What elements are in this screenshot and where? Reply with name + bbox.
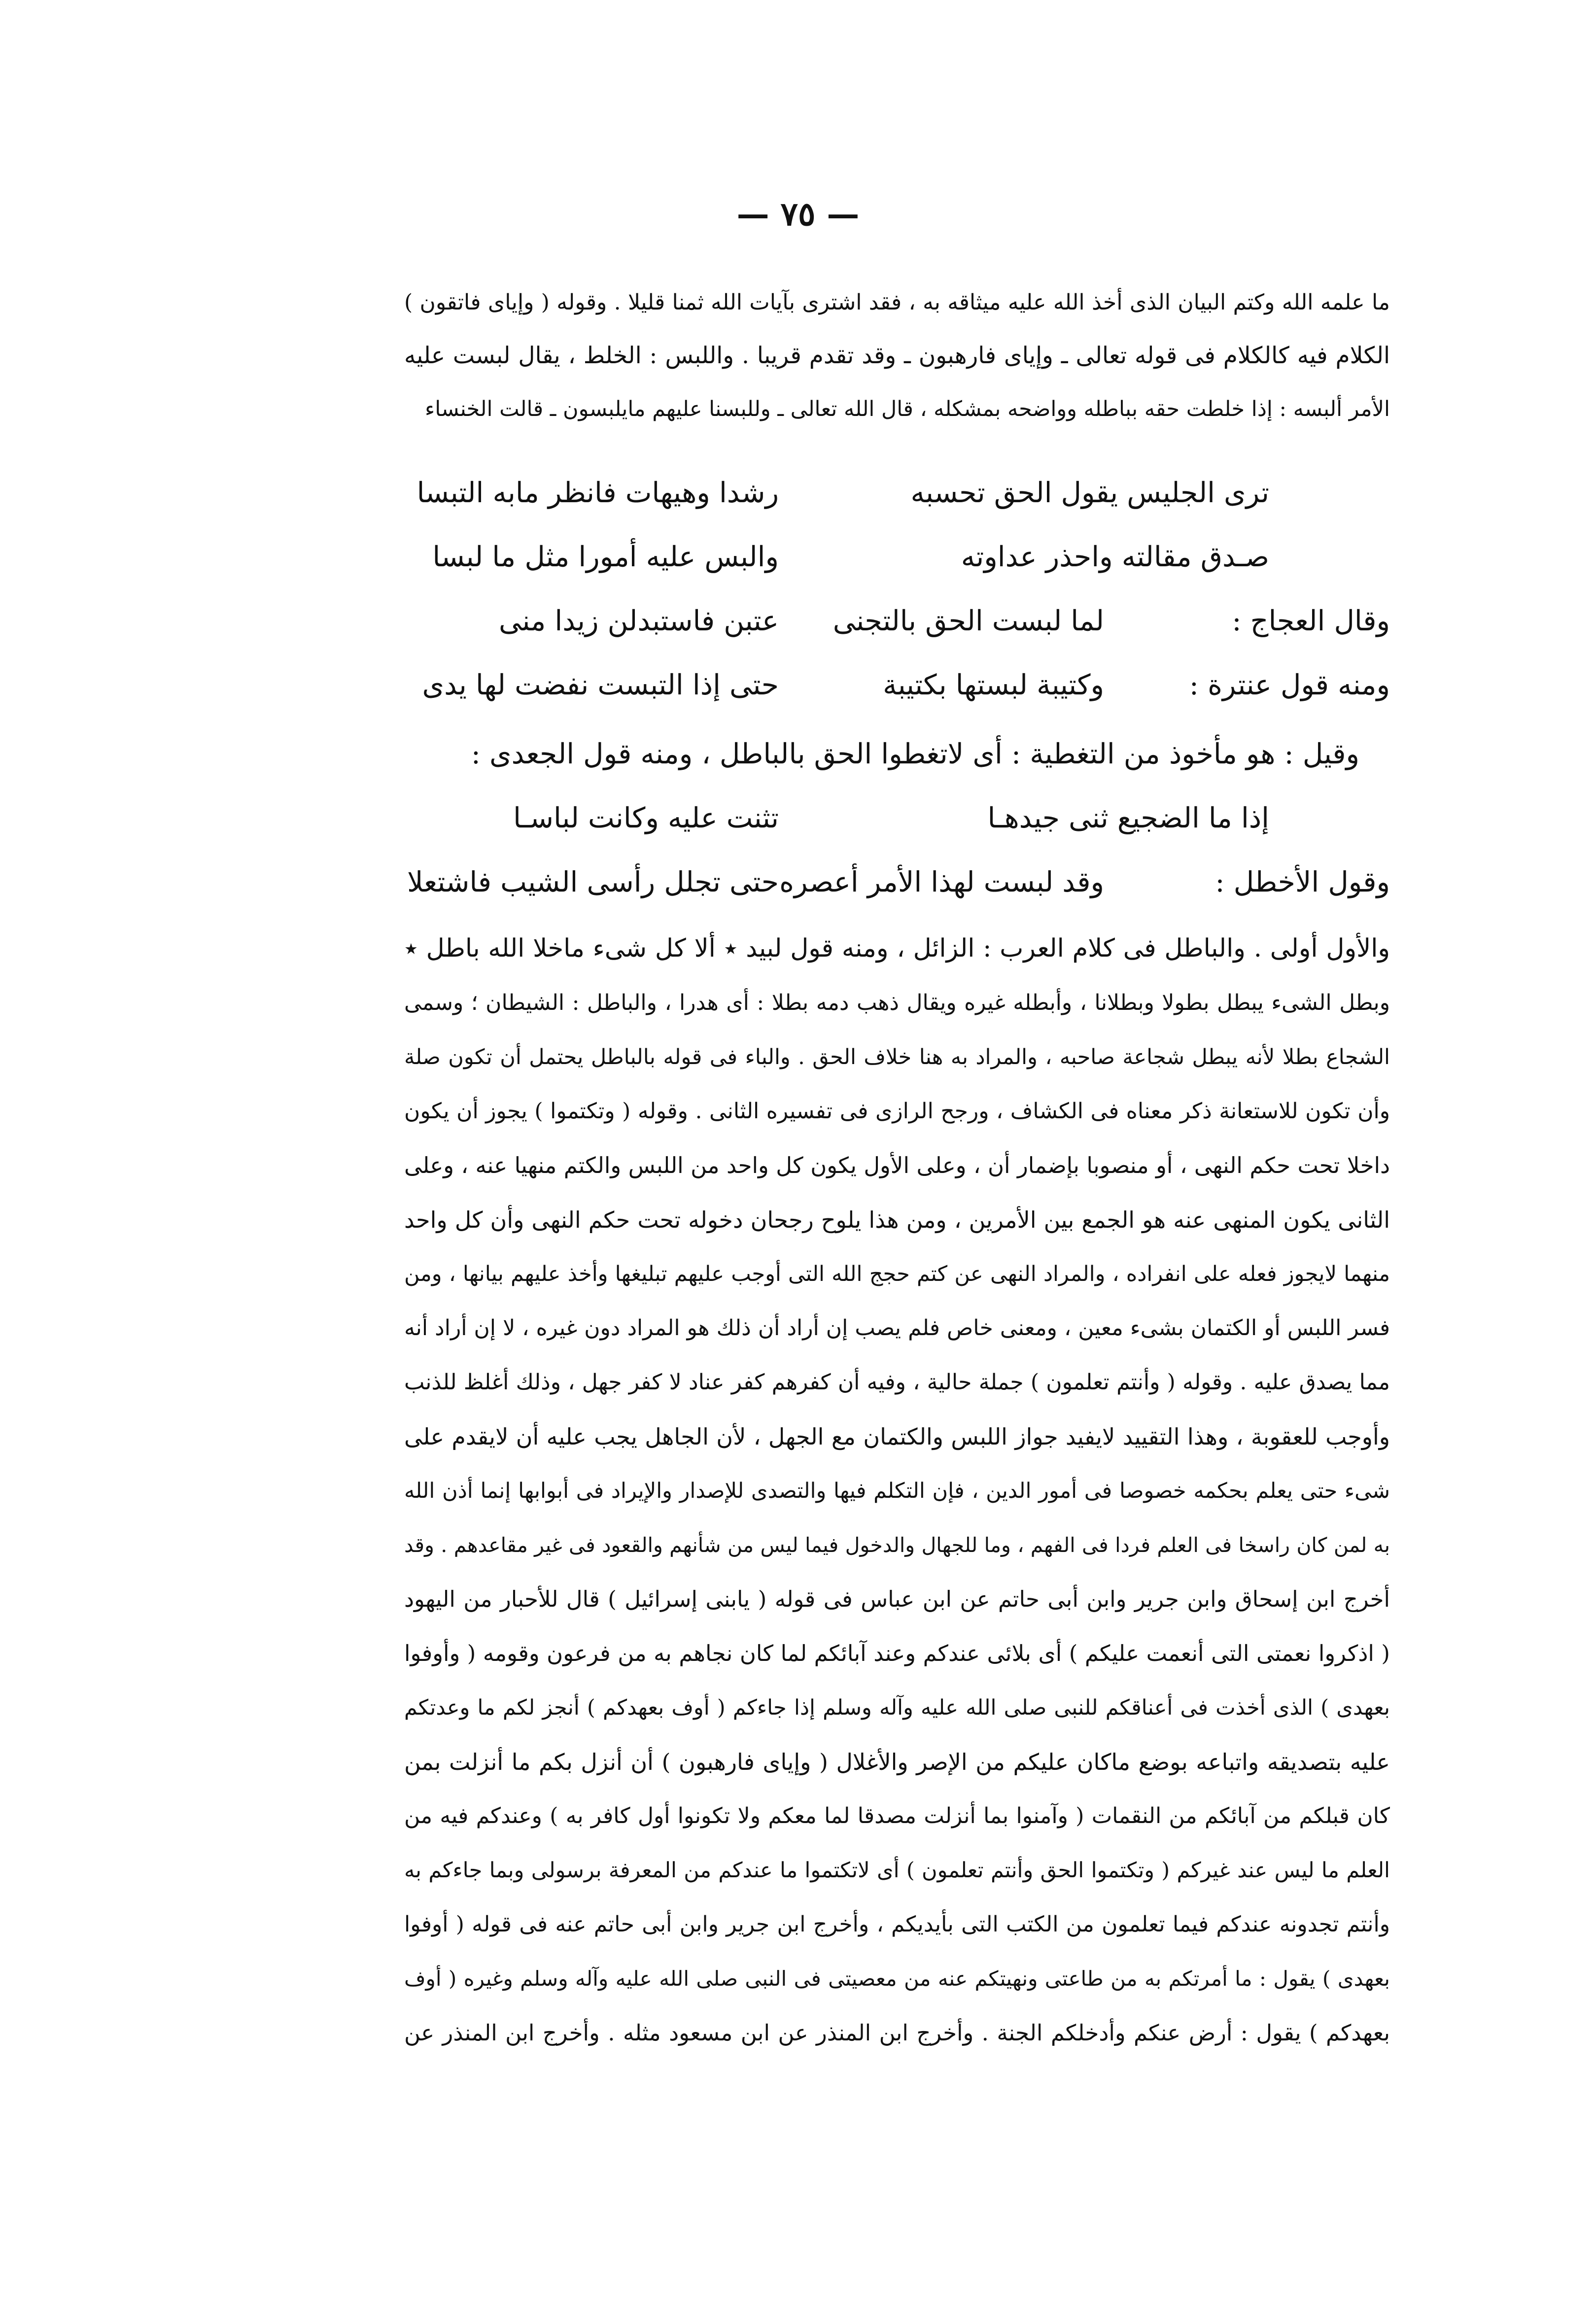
text-line: كان قبلكم من آبائكم من النقمات ( وآمنوا بما أنزلت مصدقا لما معكم ولا تكونوا أول كافر به ) وعندكم فيه من — [404, 1803, 1390, 1828]
verse-hemistich-first: صـدق مقالته واحذر عداوته — [961, 541, 1269, 573]
text-line: بعهدكم ) يقول : أرض عنكم وأدخلكم الجنة . وأخرج ابن المنذر عن ابن مسعود مثله . وأخرج ابن المنذر عن — [404, 2020, 1390, 2046]
verse-line — [404, 786, 1390, 850]
text-line: وبطل الشىء يبطل بطولا وبطلانا ، وأبطله غيره ويقال ذهب دمه بطلا : أى هدرا ، والباطل : الشيطان ؛ وسمى — [404, 990, 1390, 1015]
verse-hemistich-second: عتبن فاستبدلن زيدا منى — [499, 605, 779, 637]
text-line: وأوجب للعقوبة ، وهذا التقييد لايفيد جواز اللبس والكتمان مع الجهل ، لأن الجاهل يجب عليه أن لايقدم على — [404, 1423, 1390, 1450]
verse-line — [404, 653, 1390, 717]
paragraph-line — [374, 722, 1359, 786]
verse-line — [404, 461, 1390, 525]
text-line: الكلام فيه كالكلام فى قوله تعالى ـ وإياى فارهبون ـ وقد تقدم قريبا . واللبس : الخلط ، يقال لبست عليه — [404, 342, 1390, 369]
text-line: وأنتم تجدونه عندكم فيما تعلمون من الكتب التى بأيديكم ، وأخرج ابن جرير وابن أبى حاتم عنه فى قوله ( أوفوا — [404, 1912, 1390, 1937]
text-line: داخلا تحت حكم النهى ، أو منصوبا بإضمار أن ، وعلى الأول يكون كل واحد من اللبس والكتم منهيا عنه ، وعلى — [404, 1152, 1390, 1178]
verse-attribution: ومنه قول عنترة : — [1189, 669, 1390, 701]
verse-hemistich-second: رشدا وهيهات فانظر مابه التبسا — [416, 477, 779, 509]
page-number: — ٧٥ — — [736, 195, 860, 233]
text-line: الأمر ألبسه : إذا خلطت حقه بباطله وواضحه بمشكله ، قال الله تعالى ـ وللبسنا عليهم مايلبسون ـ قالت الخنساء — [425, 397, 1390, 421]
verse-attribution: وقول الأخطل : — [1215, 866, 1390, 898]
verse-hemistich-first: وقد لبست لهذا الأمر أعصره — [779, 866, 1104, 898]
text-line: منهما لايجوز فعله على انفراده ، والمراد النهى عن كتم حجج الله التى أوجب عليهم تبليغها وأخذ عليهم بيانها ، ومن — [404, 1262, 1390, 1286]
text-line: الشجاع بطلا لأنه يبطل شجاعة صاحبه ، والمراد به هنا خلاف الحق . والباء فى قوله بالباطل يحتمل أن تكون صلة — [404, 1045, 1390, 1069]
verse-hemistich-first: إذا ما الضجيع ثنى جيدهـا — [987, 802, 1269, 834]
paragraph-commentary — [404, 922, 1390, 2060]
text-line: وأن تكون للاستعانة ذكر معناه فى الكشاف ، ورجح الرازى فى تفسيره الثانى . وقوله ( وتكتموا ) يجوز أن يكون — [404, 1099, 1390, 1124]
verse-hemistich-first: ترى الجليس يقول الحق تحسبه — [910, 477, 1269, 509]
text-line: بعهدى ) يقول : ما أمرتكم به من طاعتى ونهيتكم عنه من معصيتى فى النبى صلى الله عليه وآله وسلم وغيره ( أوف — [404, 1966, 1390, 1991]
text-line: ما علمه الله وكتم البيان الذى أخذ الله عليه ميثاقه به ، فقد اشترى بآيات الله ثمنا قليلا . وقوله ( وإياى فاتقون ) — [404, 290, 1390, 315]
verse-hemistich-first: وكتيبة لبستها بكتيبة — [883, 669, 1104, 701]
text-line: والأول أولى . والباطل فى كلام العرب : الزائل ، ومنه قول لبيد ٭ ألا كل شىء ماخلا الله باطل ٭ — [404, 934, 1390, 963]
paragraph-intro — [404, 276, 1390, 436]
verse-hemistich-second: حتى تجلل رأسى الشيب فاشتعلا — [407, 866, 779, 898]
text-line: مما يصدق عليه . وقوله ( وأنتم تعلمون ) جملة حالية ، وفيه أن كفرهم كفر عناد لا كفر جهل ، وذلك أغلظ للذنب — [404, 1370, 1390, 1395]
text-line: ( اذكروا نعمتى التى أنعمت عليكم ) أى بلائى عندكم وعند آبائكم لما كان نجاهم به من فرعون وقومه ( وأوفوا — [404, 1640, 1390, 1666]
text-line: أخرج ابن إسحاق وابن جرير وابن أبى حاتم عن ابن عباس فى قوله ( يابنى إسرائيل ) قال للأحبار من اليهود — [404, 1586, 1390, 1612]
verse-hemistich-second: تثنت عليه وكانت لباسـا — [513, 802, 779, 834]
verse-hemistich-second: والبس عليه أمورا مثل ما لبسا — [432, 541, 779, 573]
verse-line — [404, 850, 1390, 914]
verse-attribution: وقال العجاج : — [1232, 605, 1390, 637]
text-line: وقيل : هو مأخوذ من التغطية : أى لاتغطوا الحق بالباطل ، ومنه قول الجعدى : — [471, 738, 1359, 770]
verse-line — [404, 525, 1390, 589]
text-line: به لمن كان راسخا فى العلم فردا فى الفهم ، وما للجهال والدخول فيما ليس من شأنهم والقعود فى غير مقاعدهم . وقد — [404, 1533, 1390, 1557]
text-line: شىء حتى يعلم بحكمه خصوصا فى أمور الدين ، فإن التكلم فيها والتصدى للإصدار والإيراد فى أبوابها إنما أذن الله — [404, 1479, 1390, 1503]
text-line: بعهدى ) الذى أخذت فى أعناقكم للنبى صلى الله عليه وآله وسلم إذا جاءكم ( أوف بعهدكم ) أنجز لكم ما وعدتكم — [404, 1695, 1390, 1720]
verse-hemistich-first: لما لبست الحق بالتجنى — [833, 605, 1104, 637]
text-line: فسر اللبس أو الكتمان بشىء معين ، ومعنى خاص فلم يصب إن أراد أن ذلك هو المراد دون غيره ، لا إن أراد أنه — [404, 1315, 1390, 1341]
text-line: الثانى يكون المنهى عنه هو الجمع بين الأمرين ، ومن هذا يلوح رجحان دخوله تحت حكم النهى وأن كل واحد — [404, 1206, 1390, 1233]
text-line: عليه بتصديقه واتباعه بوضع ماكان عليكم من الإصر والأغلال ( وإياى فارهبون ) أن أنزل بكم ما أنزلت بمن — [404, 1749, 1390, 1775]
verse-line — [404, 589, 1390, 653]
text-line: العلم ما ليس عند غيركم ( وتكتموا الحق وأنتم تعلمون ) أى لاتكتموا ما عندكم من المعرفة برسولى وبما جاءكم به — [404, 1858, 1390, 1883]
verse-hemistich-second: حتى إذا التبست نفضت لها يدى — [422, 669, 779, 701]
